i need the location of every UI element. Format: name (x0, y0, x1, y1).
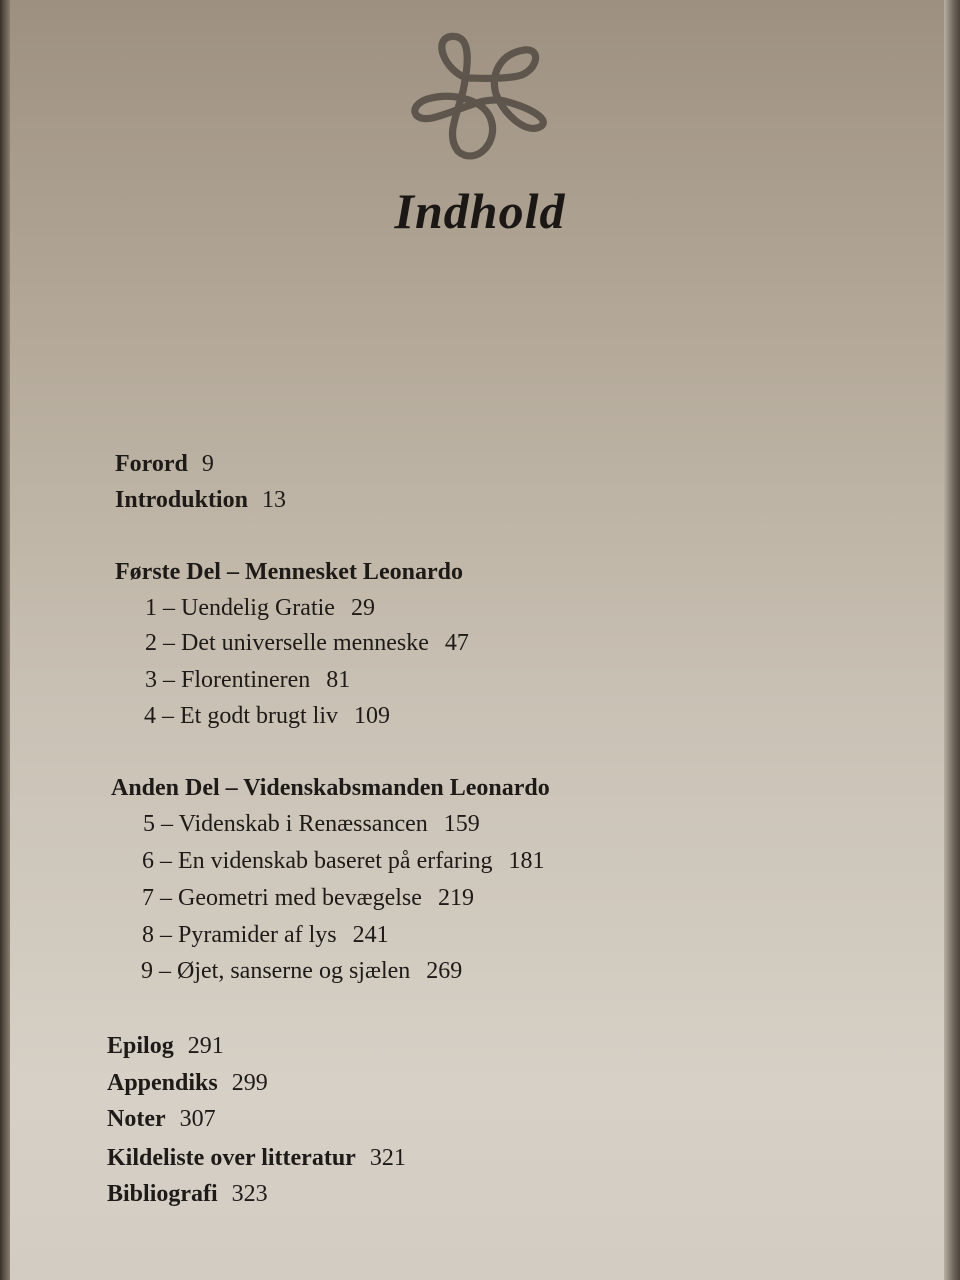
toc-chapter-entry (141, 959, 462, 983)
toc-page-number: 269 (426, 958, 463, 984)
toc-entry (115, 452, 214, 476)
toc-page-number: 299 (231, 1070, 268, 1096)
toc-chapter-entry (142, 849, 545, 873)
toc-entry (107, 1107, 216, 1131)
toc-entry-label: 1 – Uendelig Gratie (145, 595, 335, 621)
toc-page-number: 241 (352, 922, 389, 948)
toc-entry-label: 8 – Pyramider af lys (142, 922, 337, 948)
toc-entry (115, 488, 286, 512)
toc-entry-label: 2 – Det universelle menneske (145, 630, 429, 656)
toc-page-number: 81 (326, 667, 351, 693)
toc-chapter-entry (145, 596, 375, 620)
toc-entry-label: Appendiks (107, 1070, 218, 1096)
toc-entry-label: 5 – Videnskab i Renæssancen (143, 811, 428, 837)
toc-page-number: 321 (369, 1145, 406, 1171)
toc-entry-label: 6 – En videnskab baseret på erfaring (142, 848, 493, 874)
toc-page-number: 181 (508, 848, 545, 874)
toc-entry-label: Kildeliste over litteratur (107, 1145, 356, 1171)
toc-chapter-entry (143, 812, 480, 836)
toc-entry (107, 1071, 268, 1095)
toc-chapter-entry (142, 886, 474, 910)
toc-entry-label: 4 – Et godt brugt liv (144, 703, 338, 729)
toc-page-number: 159 (443, 811, 480, 837)
toc-part-heading (115, 560, 463, 584)
toc-page-number: 219 (437, 885, 474, 911)
toc-entry-label: 7 – Geometri med bevægelse (142, 885, 422, 911)
toc-chapter-entry (145, 631, 469, 655)
toc-page-number: 9 (201, 451, 214, 477)
toc-entry-label: Introduktion (115, 487, 248, 513)
toc-entry-label: 9 – Øjet, sanserne og sjælen (141, 958, 411, 984)
toc-entry-label: Epilog (107, 1033, 174, 1059)
toc-page-number: 307 (179, 1106, 216, 1132)
toc-page-number: 29 (350, 595, 375, 621)
toc-page-number: 109 (354, 703, 390, 729)
toc-chapter-entry (144, 704, 390, 728)
page-title: Indhold (394, 183, 566, 239)
toc-page-number: 13 (261, 487, 286, 513)
toc-entry-label: 3 – Florentineren (145, 667, 311, 693)
toc-chapter-entry (145, 668, 350, 692)
knot-ornament-icon (396, 14, 572, 174)
toc-entry-label: Anden Del – Videnskabsmanden Leonardo (111, 775, 550, 801)
toc-entry-label: Forord (115, 451, 188, 477)
toc-entry (107, 1182, 268, 1206)
toc-page-number: 291 (187, 1033, 224, 1059)
toc-part-heading (111, 776, 550, 800)
toc-entry (107, 1034, 224, 1058)
toc-chapter-entry (142, 923, 389, 947)
toc-page-number: 323 (231, 1181, 268, 1207)
toc-page-number: 47 (444, 630, 469, 656)
toc-entry (107, 1146, 406, 1170)
toc-entry-label: Noter (107, 1106, 166, 1132)
toc-entry-label: Bibliografi (107, 1181, 218, 1207)
toc-entry-label: Første Del – Mennesket Leonardo (115, 559, 463, 585)
